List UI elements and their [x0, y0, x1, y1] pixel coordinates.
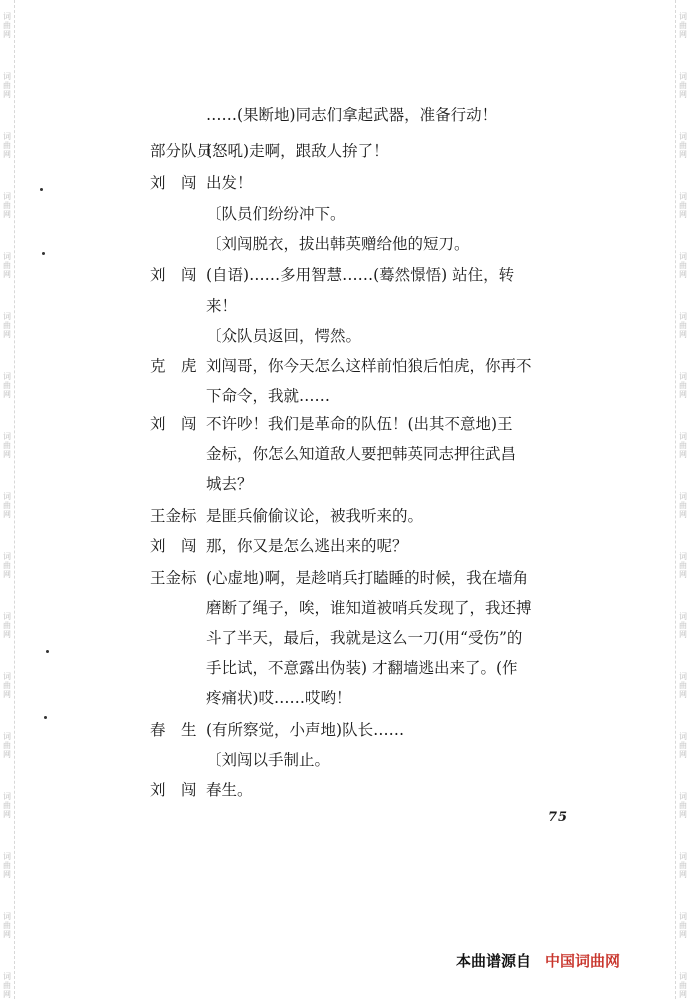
watermark-char: 网 [679, 210, 687, 219]
watermark-char: 网 [679, 390, 687, 399]
dialogue-line [150, 720, 404, 740]
line-text: 出发！ [206, 174, 253, 192]
line-text: 疼痛状)哎……哎哟！ [206, 689, 352, 707]
dialogue-line [206, 628, 522, 648]
watermark-char: 词 [679, 372, 687, 381]
dialogue-line [206, 444, 516, 464]
speaker-name: 刘 闯 [150, 266, 197, 284]
watermark-stamp [677, 12, 689, 39]
watermark-char: 曲 [3, 621, 11, 630]
line-text: 〔众队员返回，愕然。 [206, 327, 362, 345]
dialogue-line [150, 265, 514, 285]
watermark-char: 曲 [679, 261, 687, 270]
watermark-char: 曲 [679, 921, 687, 930]
watermark-stamp [1, 852, 13, 879]
dialogue-line [150, 780, 253, 800]
watermark-stamp [1, 312, 13, 339]
watermark-char: 曲 [3, 21, 11, 30]
watermark-char: 网 [3, 330, 11, 339]
watermark-char: 曲 [679, 801, 687, 810]
watermark-char: 词 [679, 492, 687, 501]
watermark-char: 词 [3, 732, 11, 741]
watermark-char: 曲 [679, 81, 687, 90]
line-text: 斗了半天，最后，我就是这么一刀(用“受伤”的 [206, 629, 523, 647]
line-text: (自语)……多用智慧……(蓦然憬悟) 站住，转 [206, 266, 515, 284]
dialogue-line [150, 356, 532, 376]
page-number: 75 [548, 810, 569, 825]
watermark-stamp [677, 972, 689, 999]
watermark-char: 网 [3, 630, 11, 639]
dialogue-line [206, 296, 237, 316]
watermark-char: 曲 [3, 981, 11, 990]
dialogue-line [206, 750, 330, 770]
watermark-char: 词 [3, 252, 11, 261]
watermark-char: 曲 [3, 561, 11, 570]
watermark-char: 词 [3, 12, 11, 21]
watermark-stamp [1, 972, 13, 999]
watermark-char: 网 [679, 870, 687, 879]
watermark-char: 词 [3, 132, 11, 141]
line-text: 城去？ [206, 475, 253, 493]
line-text: ……(果断地)同志们拿起武器，准备行动！ [206, 106, 498, 124]
watermark-char: 曲 [3, 501, 11, 510]
watermark-char: 曲 [3, 921, 11, 930]
watermark-char: 词 [3, 972, 11, 981]
line-text: 〔刘闯以手制止。 [206, 751, 331, 769]
watermark-char: 网 [679, 570, 687, 579]
watermark-char: 词 [3, 372, 11, 381]
watermark-char: 网 [679, 30, 687, 39]
watermark-char: 网 [679, 450, 687, 459]
watermark-char: 曲 [679, 981, 687, 990]
watermark-char: 网 [3, 270, 11, 279]
speaker-name: 刘 闯 [150, 174, 197, 192]
dialogue-line [150, 141, 389, 161]
watermark-char: 曲 [679, 441, 687, 450]
watermark-char: 网 [679, 150, 687, 159]
watermark-char: 词 [679, 72, 687, 81]
watermark-char: 词 [679, 12, 687, 21]
watermark-stamp [1, 432, 13, 459]
scan-speck [44, 716, 47, 719]
dialogue-line [150, 173, 253, 193]
dialogue-line [206, 688, 352, 708]
watermark-char: 曲 [679, 741, 687, 750]
watermark-char: 网 [679, 810, 687, 819]
speaker-name: 部分队员 [150, 142, 213, 160]
watermark-char: 曲 [3, 801, 11, 810]
watermark-stamp [1, 192, 13, 219]
watermark-char: 词 [679, 552, 687, 561]
dialogue-line [150, 414, 513, 434]
line-text: 下命令，我就…… [206, 387, 331, 405]
watermark-stamp [1, 732, 13, 759]
watermark-stamp [1, 612, 13, 639]
watermark-stamp [677, 492, 689, 519]
watermark-char: 网 [3, 570, 11, 579]
watermark-stamp [677, 672, 689, 699]
watermark-char: 网 [3, 750, 11, 759]
watermark-char: 词 [3, 612, 11, 621]
watermark-stamp [1, 492, 13, 519]
speaker-name: 克 虎 [150, 357, 197, 375]
speaker-name: 春 生 [150, 721, 197, 739]
watermark-char: 词 [3, 672, 11, 681]
watermark-stamp [677, 612, 689, 639]
watermark-char: 曲 [3, 81, 11, 90]
dialogue-line [206, 386, 330, 406]
watermark-stamp [677, 912, 689, 939]
watermark-char: 曲 [679, 321, 687, 330]
dialogue-line [206, 326, 361, 346]
watermark-char: 词 [679, 132, 687, 141]
watermark-stamp [1, 372, 13, 399]
scan-speck [42, 252, 45, 255]
watermark-char: 词 [679, 852, 687, 861]
watermark-stamp [677, 552, 689, 579]
watermark-char: 网 [3, 30, 11, 39]
watermark-char: 曲 [3, 321, 11, 330]
scan-speck [46, 650, 49, 653]
watermark-char: 曲 [3, 741, 11, 750]
line-text: 刘闯哥，你今天怎么这样前怕狼后怕虎，你再不 [206, 357, 532, 375]
watermark-stamp [677, 72, 689, 99]
speaker-name: 王金标 [150, 507, 197, 525]
dialogue-line [206, 474, 253, 494]
line-text: (怒吼)走啊，跟敌人拚了！ [206, 142, 389, 160]
watermark-stamp [677, 192, 689, 219]
watermark-stamp [1, 12, 13, 39]
line-text: 〔刘闯脱衣，拔出韩英赠给他的短刀。 [206, 235, 470, 253]
watermark-char: 网 [3, 390, 11, 399]
watermark-char: 词 [3, 72, 11, 81]
dialogue-line [150, 568, 528, 588]
line-text: 那，你又是怎么逃出来的呢？ [206, 537, 408, 555]
watermark-char: 曲 [3, 141, 11, 150]
watermark-char: 词 [3, 552, 11, 561]
dialogue-line [206, 234, 470, 254]
watermark-char: 网 [679, 90, 687, 99]
watermark-char: 网 [3, 990, 11, 999]
watermark-stamp [677, 792, 689, 819]
speaker-name: 刘 闯 [150, 537, 197, 555]
watermark-stamp [1, 132, 13, 159]
line-text: 金标，你怎么知道敌人要把韩英同志押往武昌 [206, 445, 517, 463]
watermark-char: 曲 [3, 681, 11, 690]
line-text: 是匪兵偷偷议论，被我听来的。 [206, 507, 424, 525]
watermark-char: 曲 [679, 861, 687, 870]
watermark-char: 词 [679, 312, 687, 321]
watermark-char: 网 [3, 150, 11, 159]
watermark-char: 曲 [679, 201, 687, 210]
watermark-char: 词 [679, 672, 687, 681]
watermark-char: 词 [679, 192, 687, 201]
speaker-name: 刘 闯 [150, 781, 197, 799]
dialogue-line [206, 105, 497, 125]
watermark-stamp [1, 552, 13, 579]
watermark-char: 词 [679, 912, 687, 921]
watermark-char: 曲 [679, 681, 687, 690]
watermark-char: 曲 [3, 381, 11, 390]
line-text: 手比试，不意露出伪装) 才翻墙逃出来了。(作 [206, 659, 518, 677]
watermark-char: 词 [3, 432, 11, 441]
watermark-char: 词 [3, 852, 11, 861]
watermark-char: 曲 [3, 201, 11, 210]
watermark-stamp [1, 252, 13, 279]
line-text: 春生。 [206, 781, 253, 799]
line-text: (心虚地)啊，是趁哨兵打瞌睡的时候，我在墙角 [206, 569, 529, 587]
speaker-name: 王金标 [150, 569, 197, 587]
source-label: 本曲谱源自 [456, 952, 532, 970]
watermark-stamp [1, 792, 13, 819]
watermark-char: 词 [3, 192, 11, 201]
dialogue-line [206, 204, 346, 224]
watermark-char: 网 [679, 690, 687, 699]
watermark-stamp [677, 852, 689, 879]
watermark-char: 词 [679, 252, 687, 261]
dialogue-line [150, 506, 423, 526]
watermark-char: 网 [679, 750, 687, 759]
line-text: (有所察觉，小声地)队长…… [206, 721, 405, 739]
watermark-char: 曲 [679, 561, 687, 570]
watermark-char: 网 [3, 930, 11, 939]
scan-speck [40, 188, 43, 191]
watermark-char: 词 [3, 912, 11, 921]
watermark-char: 曲 [679, 501, 687, 510]
source-footer [456, 950, 620, 971]
watermark-char: 曲 [679, 21, 687, 30]
watermark-char: 曲 [3, 441, 11, 450]
watermark-stamp [1, 672, 13, 699]
watermark-char: 网 [679, 330, 687, 339]
line-text: 不许吵！我们是革命的队伍！(出其不意地)王 [206, 415, 513, 433]
dialogue-line [206, 658, 518, 678]
watermark-char: 网 [3, 690, 11, 699]
watermark-char: 网 [679, 990, 687, 999]
dialogue-line [150, 536, 408, 556]
watermark-char: 网 [679, 630, 687, 639]
watermark-char: 网 [3, 810, 11, 819]
watermark-stamp [677, 372, 689, 399]
watermark-char: 词 [679, 732, 687, 741]
line-text: 磨断了绳子，唉，谁知道被哨兵发现了，我还搏 [206, 599, 532, 617]
watermark-char: 词 [679, 792, 687, 801]
speaker-name: 刘 闯 [150, 415, 197, 433]
watermark-char: 网 [3, 210, 11, 219]
watermark-char: 曲 [3, 861, 11, 870]
watermark-stamp [677, 132, 689, 159]
watermark-char: 词 [3, 312, 11, 321]
watermark-char: 网 [3, 450, 11, 459]
watermark-char: 曲 [679, 621, 687, 630]
dialogue-line [206, 598, 532, 618]
line-text: 来！ [206, 297, 238, 315]
watermark-stamp [1, 912, 13, 939]
watermark-char: 网 [679, 510, 687, 519]
watermark-stamp [1, 72, 13, 99]
watermark-char: 词 [679, 972, 687, 981]
watermark-stamp [677, 432, 689, 459]
watermark-char: 词 [679, 612, 687, 621]
watermark-stamp [677, 252, 689, 279]
watermark-stamp [677, 732, 689, 759]
watermark-char: 词 [3, 492, 11, 501]
watermark-char: 曲 [679, 141, 687, 150]
watermark-char: 曲 [679, 381, 687, 390]
watermark-stamp [677, 312, 689, 339]
watermark-char: 词 [679, 432, 687, 441]
watermark-char: 网 [679, 270, 687, 279]
site-name: 中国词曲网 [545, 952, 621, 970]
watermark-char: 网 [3, 870, 11, 879]
watermark-char: 词 [3, 792, 11, 801]
watermark-char: 网 [679, 930, 687, 939]
watermark-char: 网 [3, 510, 11, 519]
line-text: 〔队员们纷纷冲下。 [206, 205, 346, 223]
watermark-char: 网 [3, 90, 11, 99]
watermark-char: 曲 [3, 261, 11, 270]
